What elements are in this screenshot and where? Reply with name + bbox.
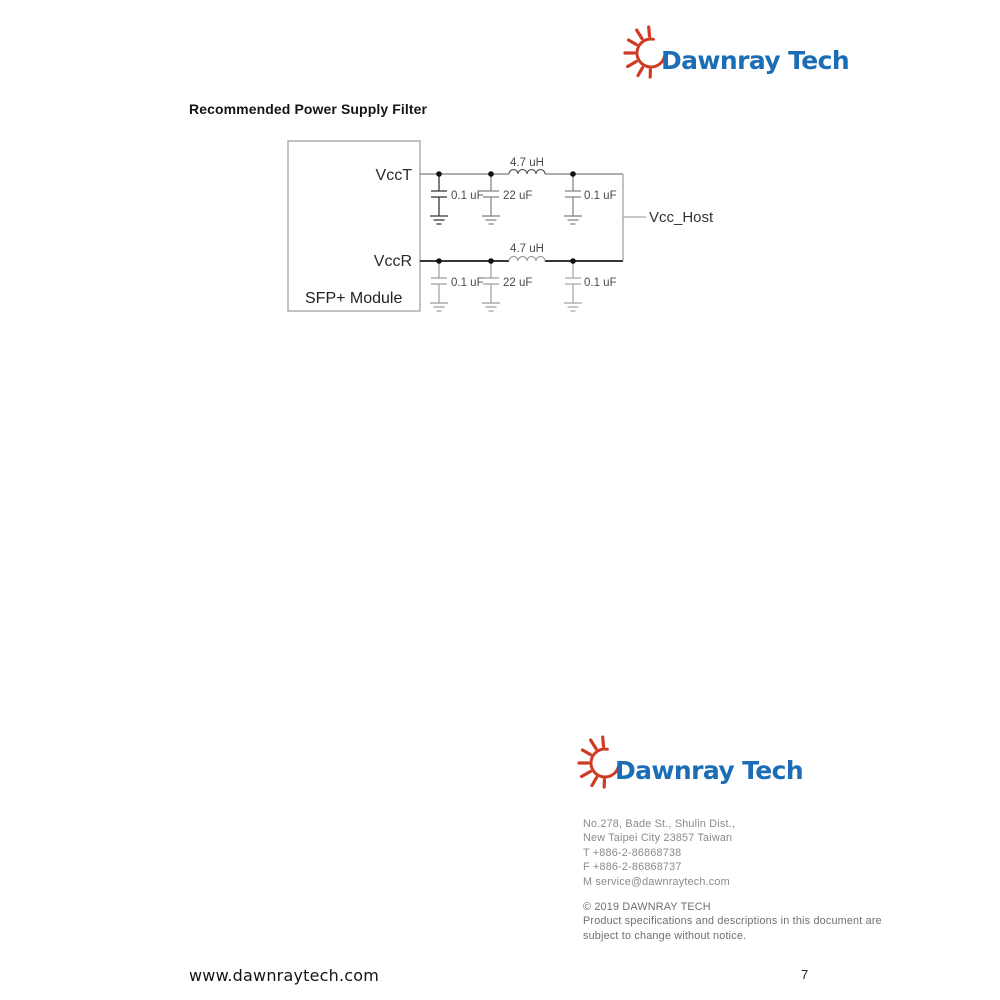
- junction-dot: [488, 258, 494, 264]
- capacitor-value-label: 0.1 uF: [451, 277, 484, 289]
- junction-dot: [570, 258, 576, 264]
- capacitor-symbol: [564, 174, 582, 224]
- brand-logo-bottom: [572, 726, 803, 792]
- inductor-symbol-top: [509, 170, 545, 175]
- capacitor-symbol: [430, 174, 448, 224]
- notice-line-1: Product specifications and descriptions in this document are: [583, 915, 882, 928]
- junction-dots: [436, 171, 576, 264]
- section-title: Recommended Power Supply Filter: [189, 101, 428, 117]
- capacitor-value-label: 22 uF: [503, 190, 533, 202]
- inductor-value-label-bottom: 4.7 uH: [510, 243, 544, 255]
- capacitor-value-label: 0.1 uF: [451, 190, 484, 202]
- copyright-line: © 2019 DAWNRAY TECH: [583, 901, 711, 913]
- brand-logo-top: [618, 16, 849, 82]
- address-line-2: New Taipei City 23857 Taiwan: [583, 832, 733, 845]
- footer-page-number: 7: [801, 967, 809, 982]
- inductor-value-label-top: 4.7 uH: [510, 157, 544, 169]
- capacitor-symbol: [430, 261, 448, 311]
- capacitor-symbol: [564, 261, 582, 311]
- email-line: M service@dawnraytech.com: [583, 875, 730, 888]
- address-line-1: No.278, Bade St., Shulin Dist.,: [583, 818, 736, 830]
- brand-wordmark: Dawnray Tech: [615, 756, 804, 785]
- power-filter-schematic: [280, 128, 740, 328]
- module-label: SFP+ Module: [305, 290, 403, 307]
- inductor-symbol-bottom: [509, 257, 545, 262]
- junction-dot: [570, 171, 576, 177]
- junction-dot: [436, 258, 442, 264]
- fax-line: F +886-2-86868737: [583, 861, 682, 874]
- company-address: [583, 817, 735, 889]
- brand-wordmark: Dawnray Tech: [661, 46, 850, 75]
- capacitor-value-label: 22 uF: [503, 277, 533, 289]
- capacitor-value-label: 0.1 uF: [584, 277, 617, 289]
- legal-notice: [583, 900, 882, 943]
- capacitor-value-label: 0.1 uF: [584, 190, 617, 202]
- junction-dot: [488, 171, 494, 177]
- net-label-vcc-host: Vcc_Host: [649, 209, 714, 226]
- notice-line-2: subject to change without notice.: [583, 929, 747, 942]
- capacitor-symbol: [482, 174, 500, 224]
- net-label-vccr: VccR: [373, 253, 412, 270]
- junction-dot: [436, 171, 442, 177]
- capacitor-symbol: [482, 261, 500, 311]
- footer-website: www.dawnraytech.com: [189, 966, 380, 985]
- net-label-vcct: VccT: [375, 167, 412, 184]
- phone-line: T +886-2-86868738: [583, 846, 682, 859]
